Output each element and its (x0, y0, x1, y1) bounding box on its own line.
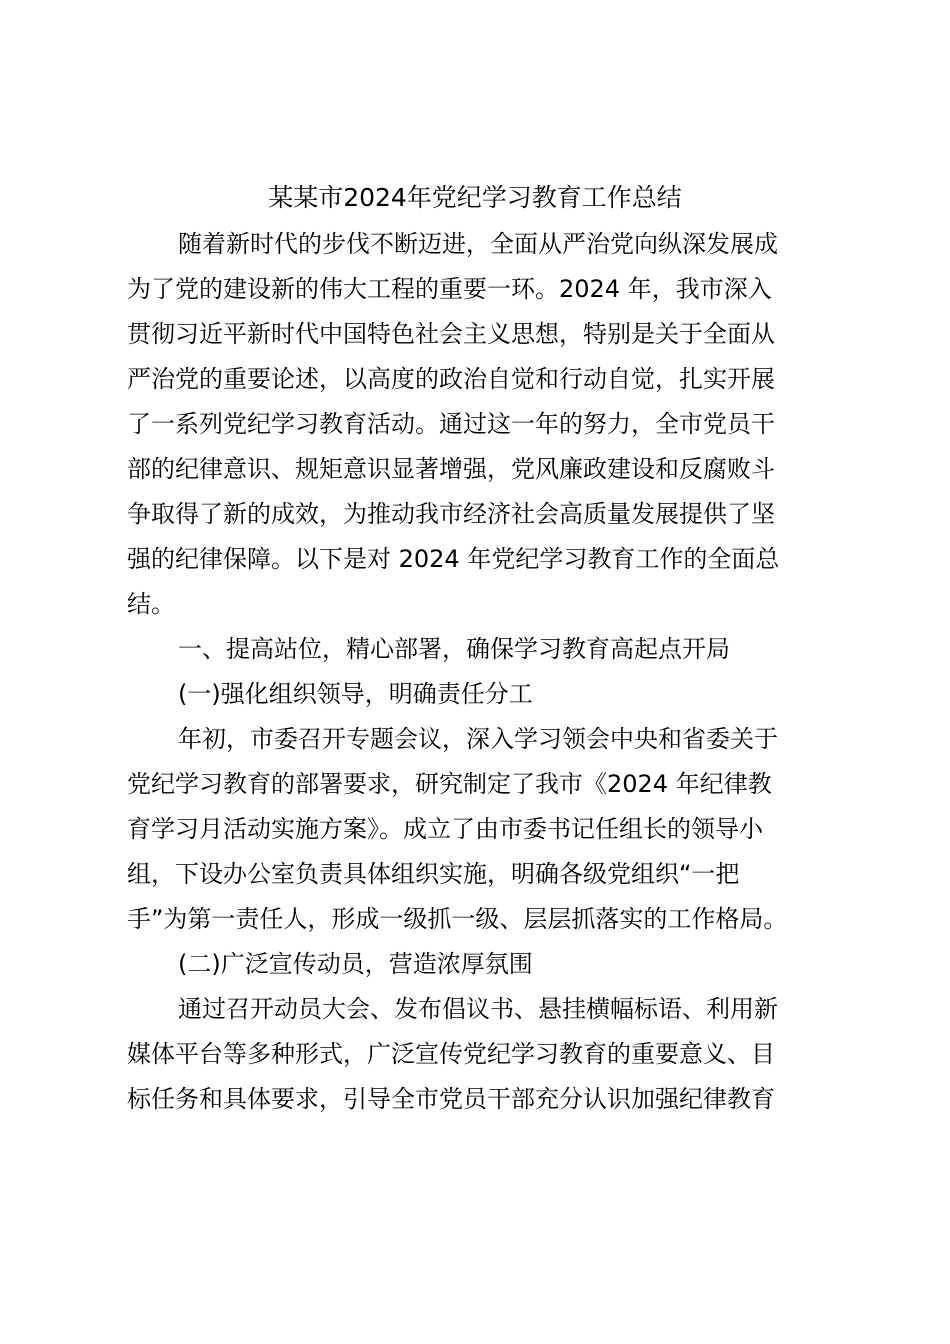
paragraph-line: 争取得了新的成效，为推动我市经济社会高质量发展提供了坚 (127, 500, 775, 528)
paragraph-line: 通过召开动员大会、发布倡议书、悬挂横幅标语、利用新 (178, 995, 778, 1023)
subsection-heading: (一)强化组织领导，明确责任分工 (178, 680, 533, 708)
paragraph-line: 组，下设办公室负责具体组织实施，明确各级党组织“一把 (127, 860, 740, 888)
paragraph-line: 严治党的重要论述，以高度的政治自觉和行动自觉，扎实开展 (127, 365, 775, 393)
paragraph-line: 为了党的建设新的伟大工程的重要一环。2024 年，我市深入 (127, 275, 772, 303)
paragraph-line: 了一系列党纪学习教育活动。通过这一年的努力，全市党员干 (127, 410, 775, 438)
paragraph-line: 部的纪律意识、规矩意识显著增强，党风廉政建设和反腐败斗 (127, 455, 775, 483)
paragraph-line: 随着新时代的步伐不断迈进，全面从严治党向纵深发展成 (178, 230, 778, 258)
paragraph-line: 党纪学习教育的部署要求，研究制定了我市《2024 年纪律教 (127, 770, 772, 798)
paragraph-line: 育学习月活动实施方案》。成立了由市委书记任组长的领导小 (127, 815, 763, 843)
paragraph-line: 媒体平台等多种形式，广泛宣传党纪学习教育的重要意义、目 (127, 1040, 775, 1068)
paragraph-line: 手”为第一责任人，形成一级抓一级、层层抓落实的工作格局。 (127, 905, 788, 933)
paragraph-line: 结。 (127, 590, 175, 618)
document-title: 某某市2024年党纪学习教育工作总结 (268, 183, 682, 212)
paragraph-line: 年初，市委召开专题会议，深入学习领会中央和省委关于 (178, 725, 778, 753)
subsection-heading: (二)广泛宣传动员，营造浓厚氛围 (178, 950, 533, 978)
paragraph-line: 标任务和具体要求，引导全市党员干部充分认识加强纪律教育 (127, 1085, 775, 1113)
paragraph-line: 强的纪律保障。以下是对 2024 年党纪学习教育工作的全面总 (127, 545, 780, 573)
section-heading: 一、提高站位，精心部署，确保学习教育高起点开局 (178, 635, 730, 663)
paragraph-line: 贯彻习近平新时代中国特色社会主义思想，特别是关于全面从 (127, 320, 775, 348)
